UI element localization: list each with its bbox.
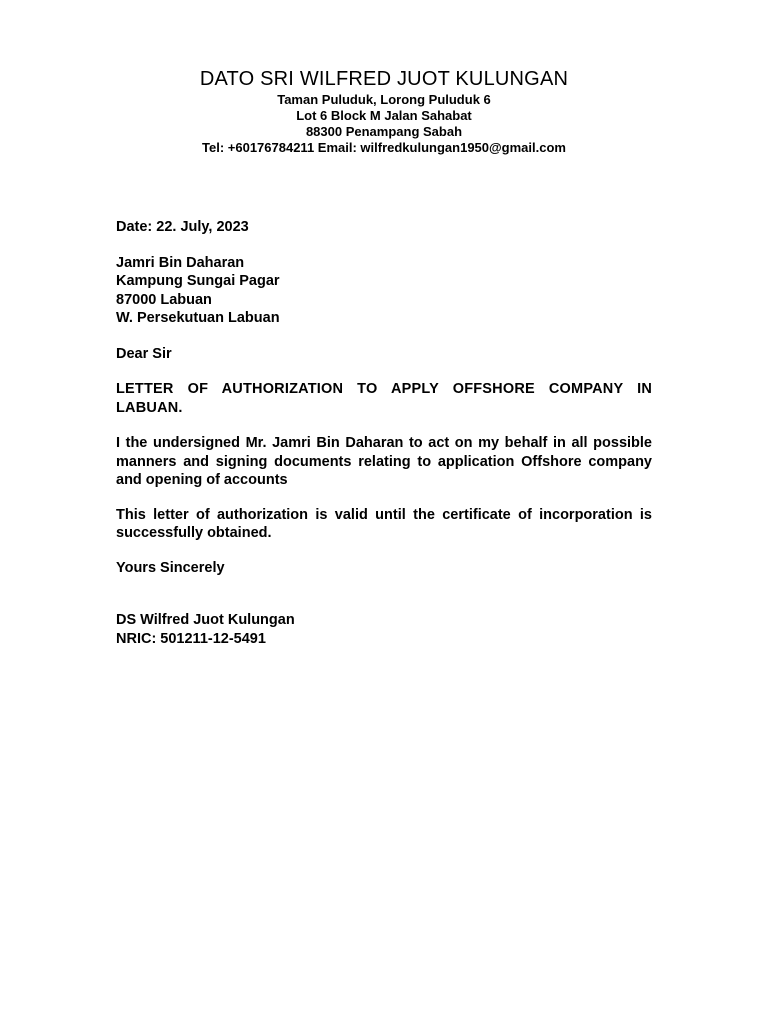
sender-name: DATO SRI WILFRED JUOT KULUNGAN (199, 68, 569, 90)
signatory-nric: NRIC: 501211-12-5491 (116, 630, 266, 647)
letter-page (116, 66, 652, 648)
salutation: Dear Sir (116, 345, 172, 362)
recipient-line1: Kampung Sungai Pagar (116, 273, 280, 289)
body-paragraph-1: I the undersigned Mr. Jamri Bin Daharan to act on my behalf in all possible manners and signing documents relating to application Offshore company and opening of accounts (116, 435, 652, 488)
signatory-name: DS Wilfred Juot Kulungan (116, 612, 295, 628)
recipient-address (116, 254, 652, 328)
letterhead (96, 66, 672, 156)
sender-contact: Tel: +60176784211 Email: wilfredkulungan1950@gmail.com (202, 140, 566, 155)
letter-subject: LETTER OF AUTHORIZATION TO APPLY OFFSHORE COMPANY IN LABUAN. (116, 381, 652, 416)
sender-address-line3: 88300 Penampang Sabah (305, 124, 463, 139)
sender-address-line2: Lot 6 Block M Jalan Sahabat (296, 108, 472, 123)
recipient-line3: W. Persekutuan Labuan (116, 310, 280, 326)
letter-date: Date: 22. July, 2023 (116, 219, 249, 235)
body-paragraph-2: This letter of authorization is valid until the certificate of incorporation is successfully obtained. (116, 506, 652, 541)
signature-block (116, 611, 652, 648)
recipient-name: Jamri Bin Daharan (116, 254, 245, 271)
sender-address-line1: Taman Puluduk, Lorong Puluduk 6 (277, 92, 491, 107)
closing: Yours Sincerely (116, 559, 225, 576)
recipient-line2: 87000 Labuan (116, 291, 212, 308)
